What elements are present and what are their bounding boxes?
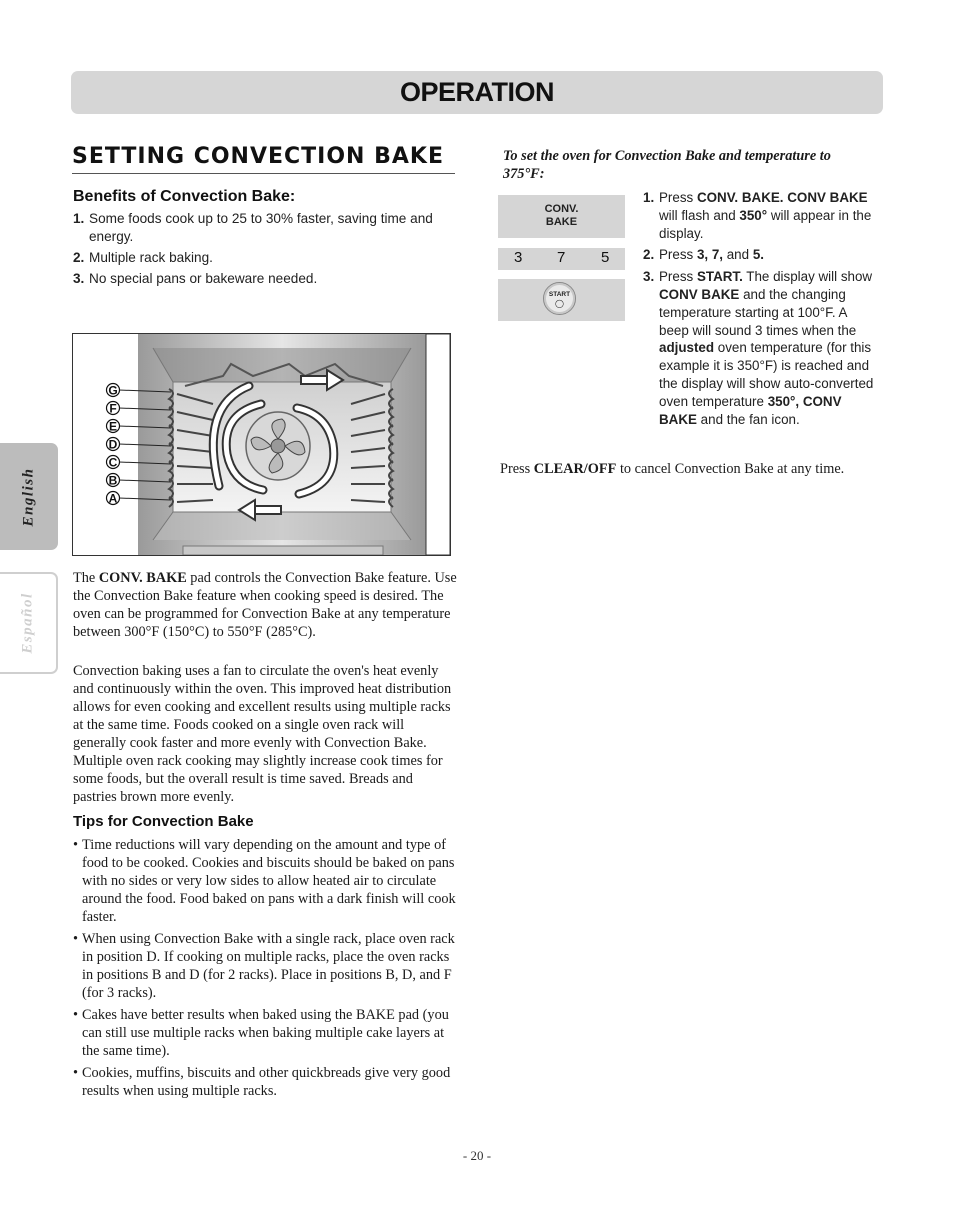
tip-text: Cakes have better results when baked using the BAKE pad (you can still use multiple racks when baking multiple cake layers at the same time).	[82, 1007, 449, 1059]
lock-icon: ◯	[555, 299, 564, 308]
text-run: The	[73, 570, 99, 586]
page-title: OPERATION	[399, 77, 554, 107]
item-text: No special pans or bakeware needed.	[89, 271, 318, 286]
section-title: SETTING CONVECTION BAKE	[72, 144, 455, 174]
tips-heading: Tips for Convection Bake	[73, 813, 254, 830]
bold-run: 350°, CONV BAKE	[659, 393, 842, 427]
bold-run: CONV BAKE	[659, 286, 740, 302]
rack-label-e: E	[108, 419, 118, 434]
text-run: pad controls the Convection Bake feature. Use the Convection Bake feature when cooking speed is desired. The oven can be programmed for Convection Bake at any temperature between 300°F (150°C) to 550°F (285°C).	[73, 570, 457, 640]
list-item	[73, 1006, 457, 1060]
tab-english[interactable]	[0, 443, 58, 550]
rack-label-f: F	[109, 401, 117, 416]
bullet: •	[73, 1065, 79, 1081]
step-number: 2.	[643, 247, 655, 263]
oven-convection-diagram	[72, 333, 451, 556]
bullet: •	[73, 1007, 79, 1023]
step-item	[643, 246, 878, 264]
number-key-3[interactable]: 3	[514, 249, 523, 266]
tab-espanol-label: Español	[19, 592, 36, 654]
clear-off-term: CLEAR/OFF	[533, 461, 617, 477]
rack-label-b: B	[108, 473, 118, 488]
number-key-5[interactable]: 5	[601, 249, 610, 266]
bold-run: CONV. BAKE. CONV BAKE	[696, 190, 868, 205]
text-run: Press	[659, 269, 697, 285]
instruction-steps	[643, 189, 878, 432]
rack-label-g: G	[108, 383, 118, 398]
rack-position-labels	[107, 384, 120, 506]
rack-label-c: C	[108, 455, 118, 470]
step-item	[643, 268, 878, 428]
tip-text: Time reductions will vary depending on the amount and type of food to be cooked. Cookies and biscuits should be baked on pans with no sides or very low sides to allow heated air to circulate around the food. Food baked on pans with a dark finish will cook faster.	[82, 837, 456, 925]
text-run: Press	[500, 461, 534, 477]
step-number: 3.	[643, 269, 655, 285]
benefits-list	[73, 210, 458, 291]
text-run: will flash and	[659, 207, 740, 223]
bold-run: START.	[696, 269, 743, 285]
conv-bake-pad[interactable]	[498, 195, 625, 238]
item-text: Multiple rack baking.	[89, 250, 213, 265]
start-button-label: START	[548, 291, 571, 298]
text-run: Press	[659, 190, 697, 205]
bullet: •	[73, 931, 79, 947]
text-run: and the fan icon.	[696, 411, 800, 427]
tip-text: When using Convection Bake with a single rack, place oven rack in position D. If cooking on multiple racks, place the oven racks in positions B and D (for 2 racks). Place in positions B, D, and F (for 3 racks).	[82, 931, 455, 1001]
convection-explanation: Convection baking uses a fan to circulate the oven's heat evenly and continuously within the oven. This improved heat distribution allows for even cooking and excellent results using multiple racks at the same time. Foods cooked on a single oven rack will generally cook faster and more evenly with Convection Bake. Multiple oven rack cooking may slightly increase cook times for some foods, but the overall result is time saved. Breads and pastries brown more evenly.	[73, 663, 452, 805]
tab-english-label: English	[20, 467, 36, 526]
bold-run: adjusted	[659, 340, 715, 356]
bold-run: 350°	[739, 207, 768, 223]
start-pad	[498, 279, 625, 321]
bold-run: 5.	[752, 247, 764, 263]
item-text: Some foods cook up to 25 to 30% faster, saving time and energy.	[89, 211, 433, 244]
step-number: 1.	[643, 190, 655, 205]
conv-bake-pad-label	[498, 203, 625, 229]
number-key-7[interactable]: 7	[557, 249, 566, 266]
clear-off-note	[500, 460, 890, 478]
tips-list	[73, 836, 457, 1104]
list-item	[73, 1064, 457, 1100]
text-run: to cancel Convection Bake at any time.	[616, 461, 845, 477]
list-item	[73, 930, 457, 1002]
item-number: 2.	[73, 250, 85, 265]
pad-label-line: BAKE	[545, 216, 578, 228]
text-run: The display will show	[742, 269, 873, 285]
tab-espanol[interactable]	[0, 572, 58, 674]
header-banner	[71, 71, 883, 114]
step-item	[643, 189, 878, 242]
item-number: 3.	[73, 271, 85, 286]
text-run: and the changing temperature starting at 100°F. A beep will sound 3 times when the	[659, 286, 857, 338]
list-item	[73, 249, 458, 267]
number-pads	[498, 248, 625, 270]
instructions-intro: To set the oven for Convection Bake and temperature to 375°F:	[503, 148, 831, 182]
bullet: •	[73, 837, 79, 853]
rack-label-d: D	[108, 437, 118, 452]
bold-run: 3, 7,	[696, 247, 724, 263]
text-run: Press	[659, 247, 697, 263]
oven-illustration	[73, 334, 450, 555]
text-run: and	[723, 247, 753, 263]
start-button[interactable]	[543, 282, 576, 315]
page-number: - 20 -	[462, 1148, 492, 1163]
rack-label-a: A	[108, 491, 118, 506]
list-item	[73, 836, 457, 926]
pad-label-line: CONV.	[544, 203, 579, 215]
list-item	[73, 210, 458, 246]
item-number: 1.	[73, 211, 85, 226]
conv-bake-term: CONV. BAKE	[98, 570, 187, 586]
text-run: oven temperature (for this example it is 350°F) is reached and the display will show auto-converted oven temperature	[659, 340, 874, 409]
list-item	[73, 270, 458, 288]
benefits-heading: Benefits of Convection Bake:	[73, 188, 296, 205]
conv-bake-description	[73, 569, 457, 641]
tip-text: Cookies, muffins, biscuits and other quickbreads give very good results when using multiple racks.	[82, 1065, 451, 1099]
text-run: will appear in the display.	[659, 207, 872, 241]
